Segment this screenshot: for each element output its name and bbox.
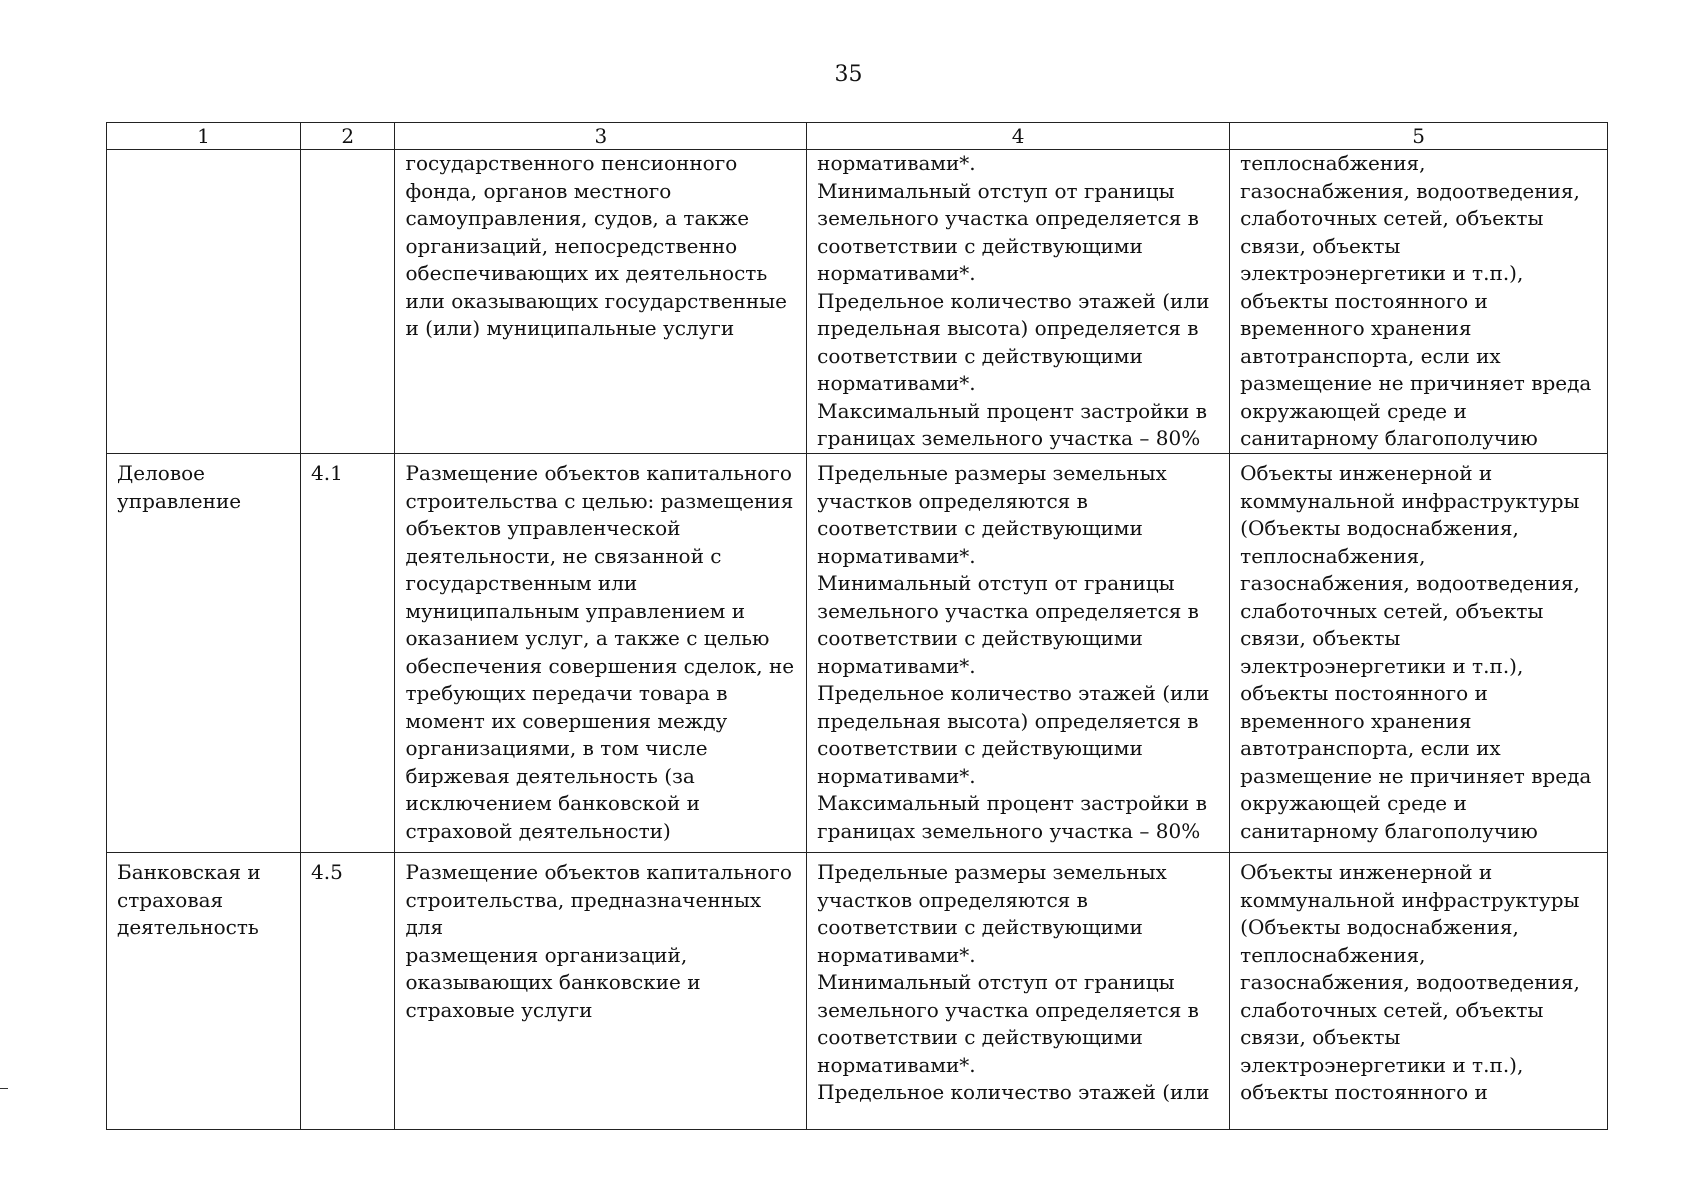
use-description-cell-line: оказанием услуг, а также с целью [405,626,770,650]
table-row [107,853,1608,1130]
parameters-cell-line: нормативами*. [817,371,976,395]
auxiliary-uses-cell-line: автотранспорта, если их [1240,343,1501,368]
parameters-cell-line: соответствии с действующими [817,343,1143,368]
auxiliary-uses-cell-line: теплоснабжения, [1240,543,1426,568]
parameters-cell-line: предельная высота) определяется в [817,316,1199,340]
table-row [107,150,1608,454]
parameters-cell-line: соответствии с действующими [817,736,1143,760]
table-row [107,454,1608,853]
use-description-cell-line: муниципальным управлением и [405,598,746,623]
column-header-1: 1 [107,123,301,150]
use-description-cell-line: страховой деятельности) [405,818,671,843]
parameters-cell-line: участков определяются в [817,887,1088,912]
use-code-cell [301,454,395,853]
use-description-cell [395,853,807,1130]
use-description-cell-line: обеспечения совершения сделок, не [405,653,795,678]
auxiliary-uses-cell-line: газоснабжения, водоотведения, [1240,178,1580,203]
parameters-cell-line: нормативами*. [817,261,976,285]
parameters-cell-line: Предельное количество этажей (или [817,288,1210,313]
auxiliary-uses-cell [1230,454,1608,853]
column-header-5: 5 [1230,123,1608,150]
use-name-cell-line: страховая [117,887,224,912]
parameters-cell-line: границах земельного участка – 80% [817,426,1201,450]
use-name-cell-line: Деловое [117,461,205,485]
use-description-cell-line: строительства, предназначенных для [405,887,762,939]
parameters-cell-line: соответствии с действующими [817,1025,1143,1049]
parameters-cell-line: соответствии с действующими [817,915,1143,939]
parameters-cell-line: земельного участка определяется в [817,598,1199,623]
auxiliary-uses-cell-line: электроэнергетики и т.п.), [1240,653,1524,678]
parameters-cell-line: нормативами*. [817,942,976,967]
use-description-cell-line: государственным или [405,571,638,595]
parameters-cell-line: Максимальный процент застройки в [817,791,1207,815]
header-row [107,123,1608,150]
use-name-cell [107,454,301,853]
page-number: 35 [834,62,863,87]
parameters-cell-line: границах земельного участка – 80% [817,818,1201,843]
use-name-cell-line: деятельность [117,915,259,939]
use-description-cell-line: момент их совершения между [405,708,728,733]
use-description-cell-line: Размещение объектов капитального [405,860,792,884]
auxiliary-uses-cell-line: санитарному благополучию [1240,818,1538,843]
use-name-cell-line: Банковская и [117,860,261,884]
parameters-cell-line: участков определяются в [817,488,1088,513]
use-description-cell [395,150,807,454]
use-description-cell-line: объектов управленческой [405,516,681,540]
use-description-cell-line: требующих передачи товара в [405,681,728,705]
auxiliary-uses-cell-line: временного хранения [1240,708,1472,733]
auxiliary-uses-cell-line: объекты постоянного и [1240,681,1488,705]
use-code-cell-line: 4.1 [311,461,343,485]
use-code-cell [301,853,395,1130]
column-header-2: 2 [301,123,395,150]
use-description-cell-line: фонда, органов местного [405,178,672,203]
parameters-cell-line: нормативами*. [817,151,976,175]
parameters-cell-line: Минимальный отступ от границы [817,571,1175,595]
auxiliary-uses-cell [1230,853,1608,1130]
auxiliary-uses-cell-line: (Объекты водоснабжения, [1240,516,1519,540]
parameters-cell [807,853,1230,1130]
auxiliary-uses-cell-line: размещение не причиняет вреда [1240,371,1592,395]
auxiliary-uses-cell-line: теплоснабжения, [1240,942,1426,967]
auxiliary-uses-cell-line: временного хранения [1240,316,1472,340]
auxiliary-uses-cell-line: слаботочных сетей, объекты [1240,206,1544,230]
auxiliary-uses-cell [1230,150,1608,454]
parameters-cell-line: земельного участка определяется в [817,206,1199,230]
parameters-cell-line: соответствии с действующими [817,516,1143,540]
auxiliary-uses-cell-line: размещение не причиняет вреда [1240,763,1592,788]
use-description-cell-line: оказывающих банковские и [405,970,701,994]
auxiliary-uses-cell-line: коммунальной инфраструктуры [1240,887,1580,912]
use-code-cell-line: 4.5 [311,860,343,884]
use-description-cell-line: исключением банковской и [405,791,700,815]
parameters-cell-line: нормативами*. [817,543,976,568]
use-description-cell-line: или оказывающих государственные [405,288,787,313]
auxiliary-uses-cell-line: Объекты инженерной и [1240,461,1493,485]
auxiliary-uses-cell-line: теплоснабжения, [1240,151,1426,175]
use-description-cell-line: страховые услуги [405,997,593,1022]
auxiliary-uses-cell-line: окружающей среде и [1240,398,1467,423]
parameters-cell-line: Предельное количество этажей (или [817,1080,1210,1104]
parameters-cell-line: Предельные размеры земельных [817,860,1167,884]
parameters-cell-line: нормативами*. [817,1052,976,1077]
use-description-cell-line: размещения организаций, [405,942,688,967]
parameters-cell-line: Максимальный процент застройки в [817,398,1207,423]
use-description-cell-line: и (или) муниципальные услуги [405,316,735,340]
auxiliary-uses-cell-line: связи, объекты [1240,626,1401,650]
parameters-cell-line: нормативами*. [817,653,976,678]
use-description-cell-line: самоуправления, судов, а также [405,206,750,230]
auxiliary-uses-cell-line: электроэнергетики и т.п.), [1240,1052,1524,1077]
auxiliary-uses-cell-line: газоснабжения, водоотведения, [1240,970,1580,994]
auxiliary-uses-cell-line: объекты постоянного и [1240,288,1488,313]
auxiliary-uses-cell-line: слаботочных сетей, объекты [1240,598,1544,623]
use-description-cell-line: организаций, непосредственно [405,233,738,258]
parameters-cell-line: предельная высота) определяется в [817,708,1199,733]
auxiliary-uses-cell-line: слаботочных сетей, объекты [1240,997,1544,1022]
use-description-cell-line: строительства с целью: размещения [405,488,794,513]
scan-edge-mark [0,1088,8,1089]
parameters-cell-line: нормативами*. [817,763,976,788]
use-description-cell-line: деятельности, не связанной с [405,543,722,568]
auxiliary-uses-cell-line: (Объекты водоснабжения, [1240,915,1519,939]
column-header-4: 4 [807,123,1230,150]
parameters-cell-line: Предельное количество этажей (или [817,681,1210,705]
auxiliary-uses-cell-line: Объекты инженерной и [1240,860,1493,884]
column-header-3: 3 [395,123,807,150]
auxiliary-uses-cell-line: автотранспорта, если их [1240,736,1501,760]
land-use-table [106,122,1608,1130]
parameters-cell-line: Минимальный отступ от границы [817,178,1175,203]
use-code-cell [301,150,395,454]
use-name-cell-line: управление [117,488,242,513]
use-name-cell [107,853,301,1130]
auxiliary-uses-cell-line: окружающей среде и [1240,791,1467,815]
parameters-cell [807,454,1230,853]
use-description-cell-line: обеспечивающих их деятельность [405,261,768,285]
parameters-cell-line: земельного участка определяется в [817,997,1199,1022]
auxiliary-uses-cell-line: связи, объекты [1240,233,1401,258]
parameters-cell-line: Минимальный отступ от границы [817,970,1175,994]
auxiliary-uses-cell-line: объекты постоянного и [1240,1080,1488,1104]
use-description-cell-line: Размещение объектов капитального [405,461,792,485]
parameters-cell-line: соответствии с действующими [817,233,1143,258]
auxiliary-uses-cell-line: коммунальной инфраструктуры [1240,488,1580,513]
auxiliary-uses-cell-line: санитарному благополучию [1240,426,1538,450]
auxiliary-uses-cell-line: газоснабжения, водоотведения, [1240,571,1580,595]
parameters-cell [807,150,1230,454]
use-description-cell [395,454,807,853]
use-description-cell-line: биржевая деятельность (за [405,763,695,788]
parameters-cell-line: Предельные размеры земельных [817,461,1167,485]
use-name-cell [107,150,301,454]
auxiliary-uses-cell-line: электроэнергетики и т.п.), [1240,261,1524,285]
use-description-cell-line: организациями, в том числе [405,736,708,760]
parameters-cell-line: соответствии с действующими [817,626,1143,650]
use-description-cell-line: государственного пенсионного [405,151,738,175]
auxiliary-uses-cell-line: связи, объекты [1240,1025,1401,1049]
